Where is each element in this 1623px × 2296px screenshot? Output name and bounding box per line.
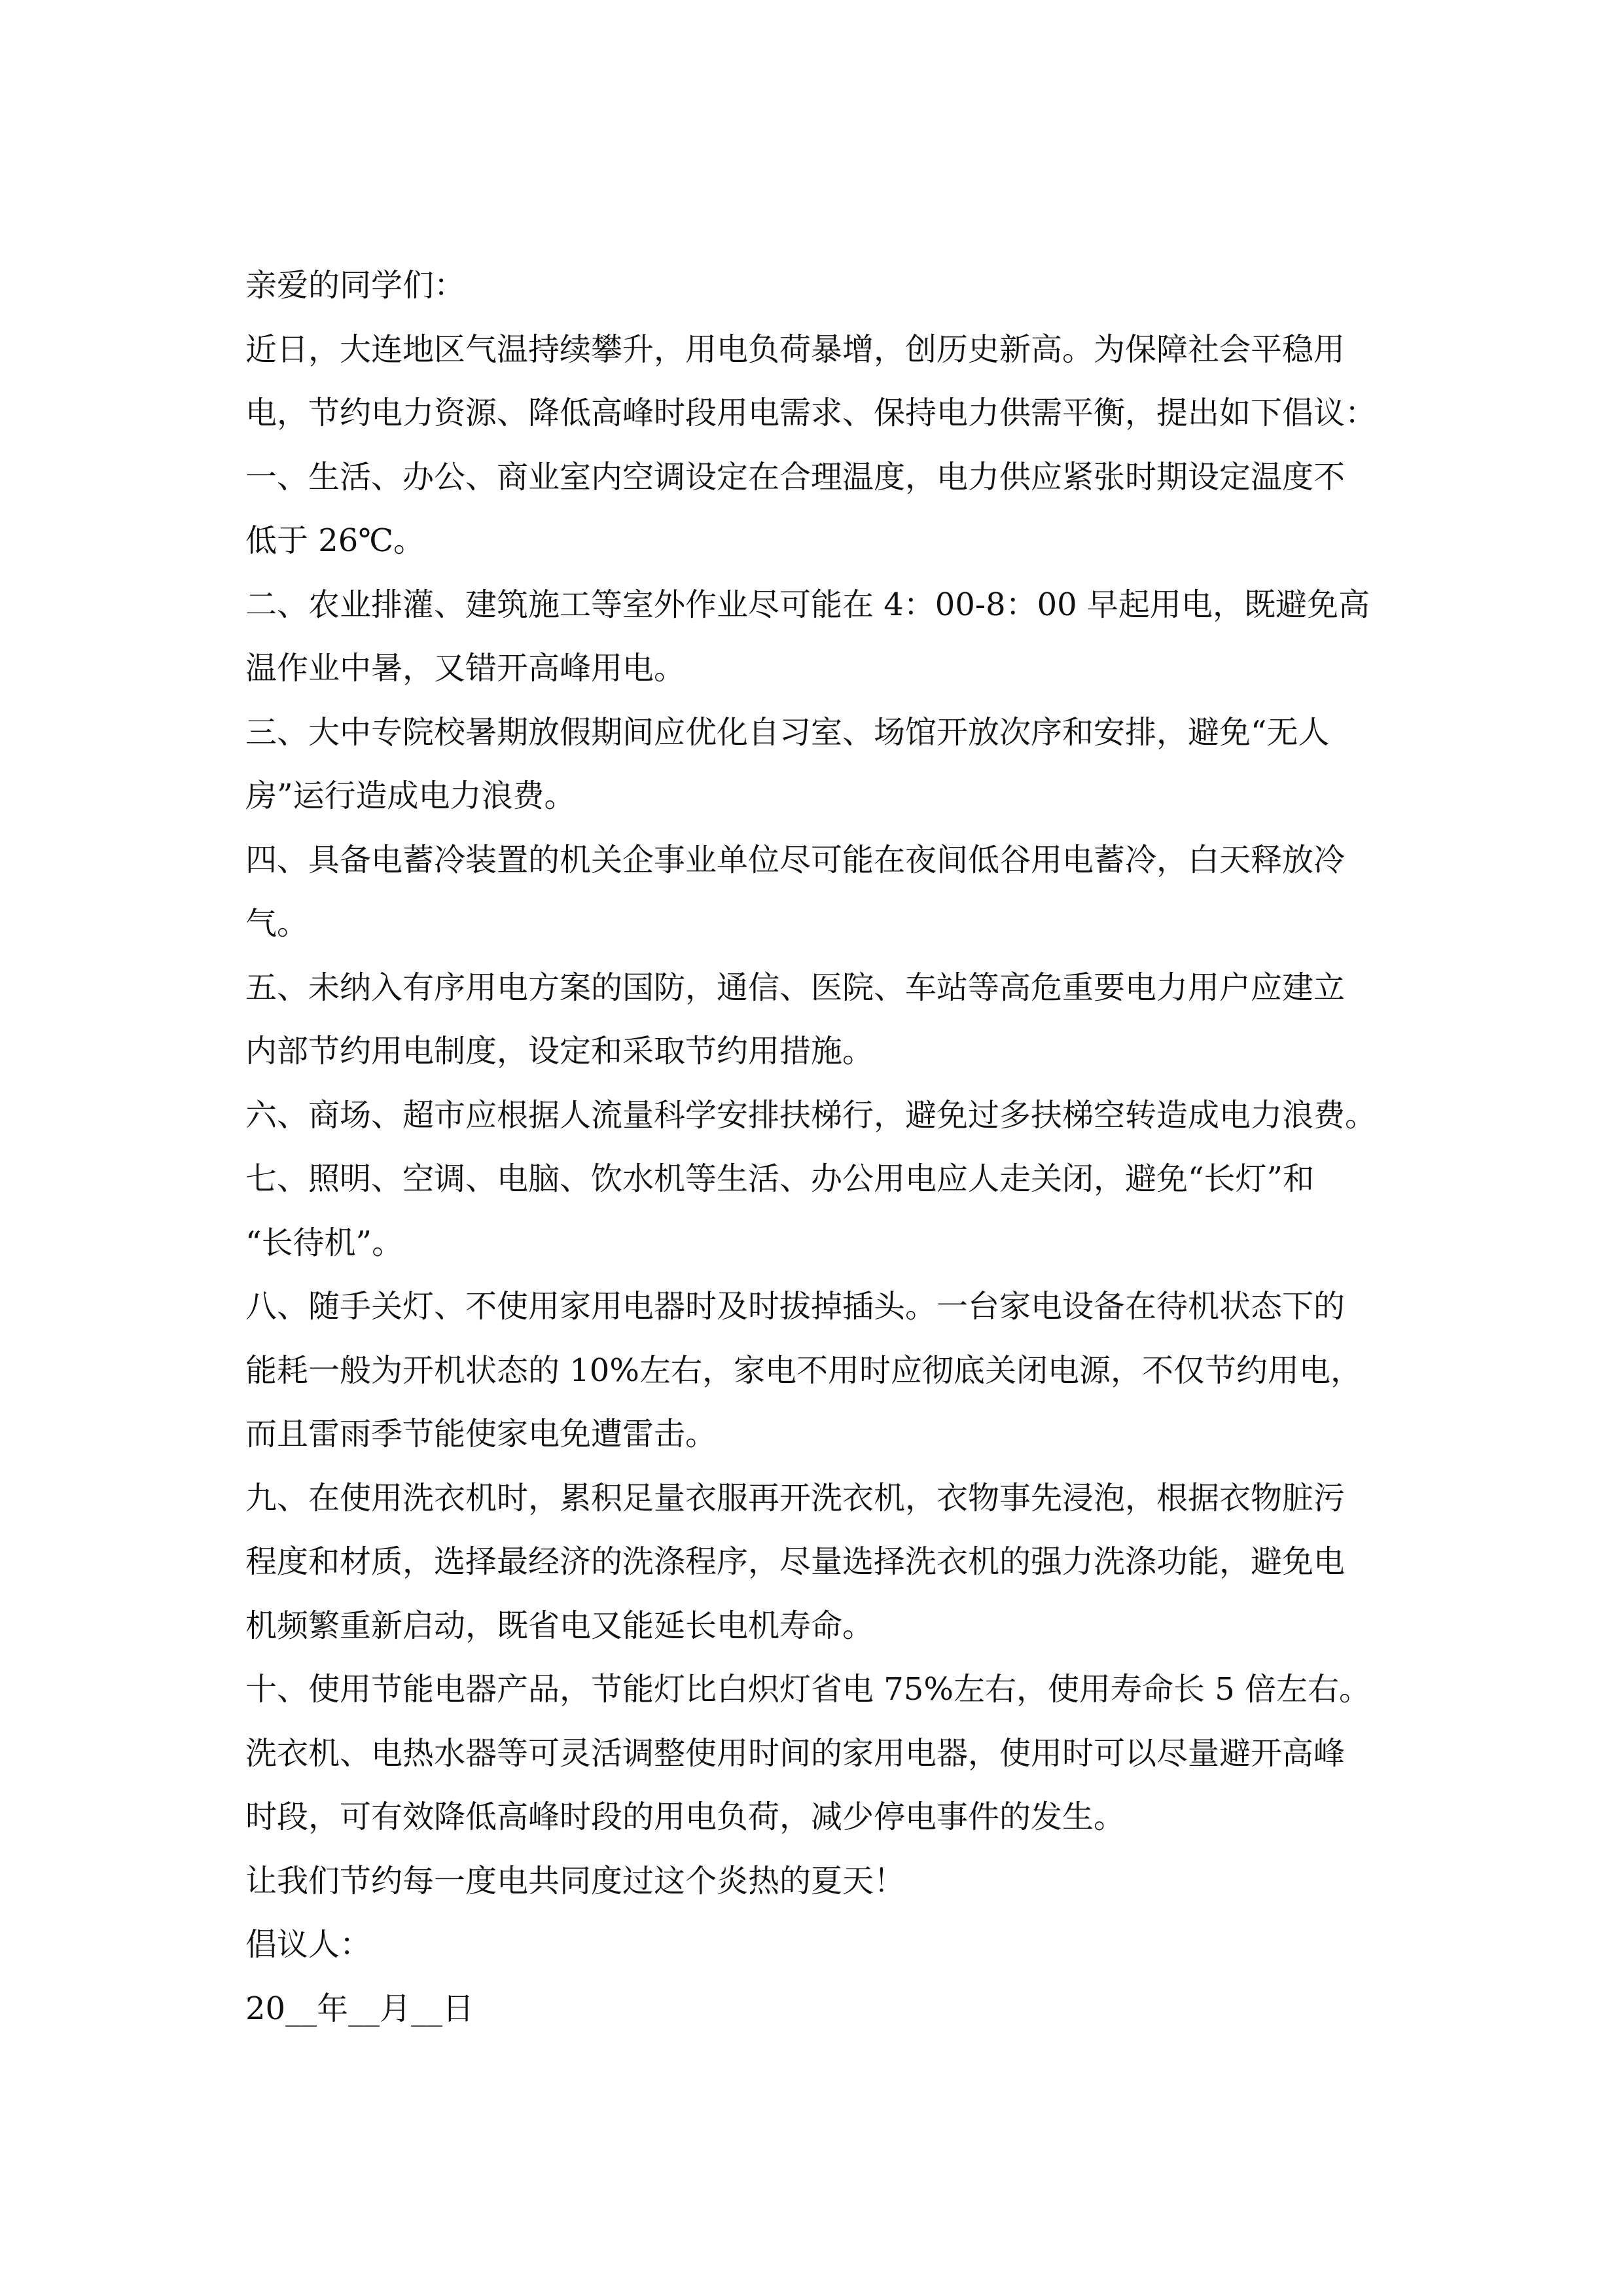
item-8-line-2: 能耗一般为开机状态的 10%左右，家电不用时应彻底关闭电源，不仅节约用电， [245,1352,1362,1389]
closing-line: 让我们节约每一度电共同度过这个炎热的夏天！ [245,1862,906,1899]
item-4-line-1: 四、具备电蓄冷装置的机关企事业单位尽可能在夜间低谷用电蓄冷，白天释放冷 [245,841,1346,878]
item-7-line-2: “长待机”。 [245,1224,404,1261]
item-8-line-1: 八、随手关灯、不使用家用电器时及时拔掉插头。一台家电设备在待机状态下的 [245,1288,1346,1325]
item-2-line-2: 温作业中暑，又错开高峰用电。 [245,650,686,687]
item-4-line-2: 气。 [245,905,309,942]
intro-line-2: 电，节约电力资源、降低高峰时段用电需求、保持电力供需平衡，提出如下倡议： [245,395,1377,431]
date-line: 20__年__月__日 [245,1990,474,2027]
item-10-line-2: 洗衣机、电热水器等可灵活调整使用时间的家用电器，使用时可以尽量避开高峰 [245,1734,1346,1772]
item-6-line-1: 六、商场、超市应根据人流量科学安排扶梯行，避免过多扶梯空转造成电力浪费。 [245,1096,1377,1134]
item-3-line-2: 房”运行造成电力浪费。 [245,778,576,814]
item-10-line-3: 时段，可有效降低高峰时段的用电负荷，减少停电事件的发生。 [245,1799,1126,1835]
item-10-line-1: 十、使用节能电器产品，节能灯比白炽灯省电 75%左右，使用寿命长 5 倍左右。 [245,1671,1371,1708]
item-3-line-1: 三、大中专院校暑期放假期间应优化自习室、场馆开放次序和安排，避免“无人 [245,713,1330,751]
item-9-line-3: 机频繁重新启动，既省电又能延长电机寿命。 [245,1607,874,1644]
initiator-label: 倡议人： [245,1926,372,1963]
item-5-line-1: 五、未纳入有序用电方案的国防，通信、医院、车站等高危重要电力用户应建立 [245,969,1346,1006]
item-2-line-1: 二、农业排灌、建筑施工等室外作业尽可能在 4：00-8：00 早起用电，既避免高 [245,586,1370,623]
item-9-line-2: 程度和材质，选择最经济的洗涤程序，尽量选择洗衣机的强力洗涤功能，避免电 [245,1543,1346,1580]
document-body [245,254,1397,2041]
item-8-line-3: 而且雷雨季节能使家电免遭雷击。 [245,1416,717,1452]
item-1-line-1: 一、生活、办公、商业室内空调设定在合理温度，电力供应紧张时期设定温度不 [245,458,1346,495]
item-1-line-2: 低于 26℃。 [245,522,425,559]
item-9-line-1: 九、在使用洗衣机时，累积足量衣服再开洗衣机，衣物事先浸泡，根据衣物脏污 [245,1479,1346,1516]
salutation: 亲爱的同学们： [245,267,466,304]
item-5-line-2: 内部节约用电制度，设定和采取节约用措施。 [245,1033,874,1069]
item-7-line-1: 七、照明、空调、电脑、饮水机等生活、办公用电应人走关闭，避免“长灯”和 [245,1160,1315,1197]
intro-line-1: 近日，大连地区气温持续攀升，用电负荷暴增，创历史新高。为保障社会平稳用 [245,331,1346,368]
